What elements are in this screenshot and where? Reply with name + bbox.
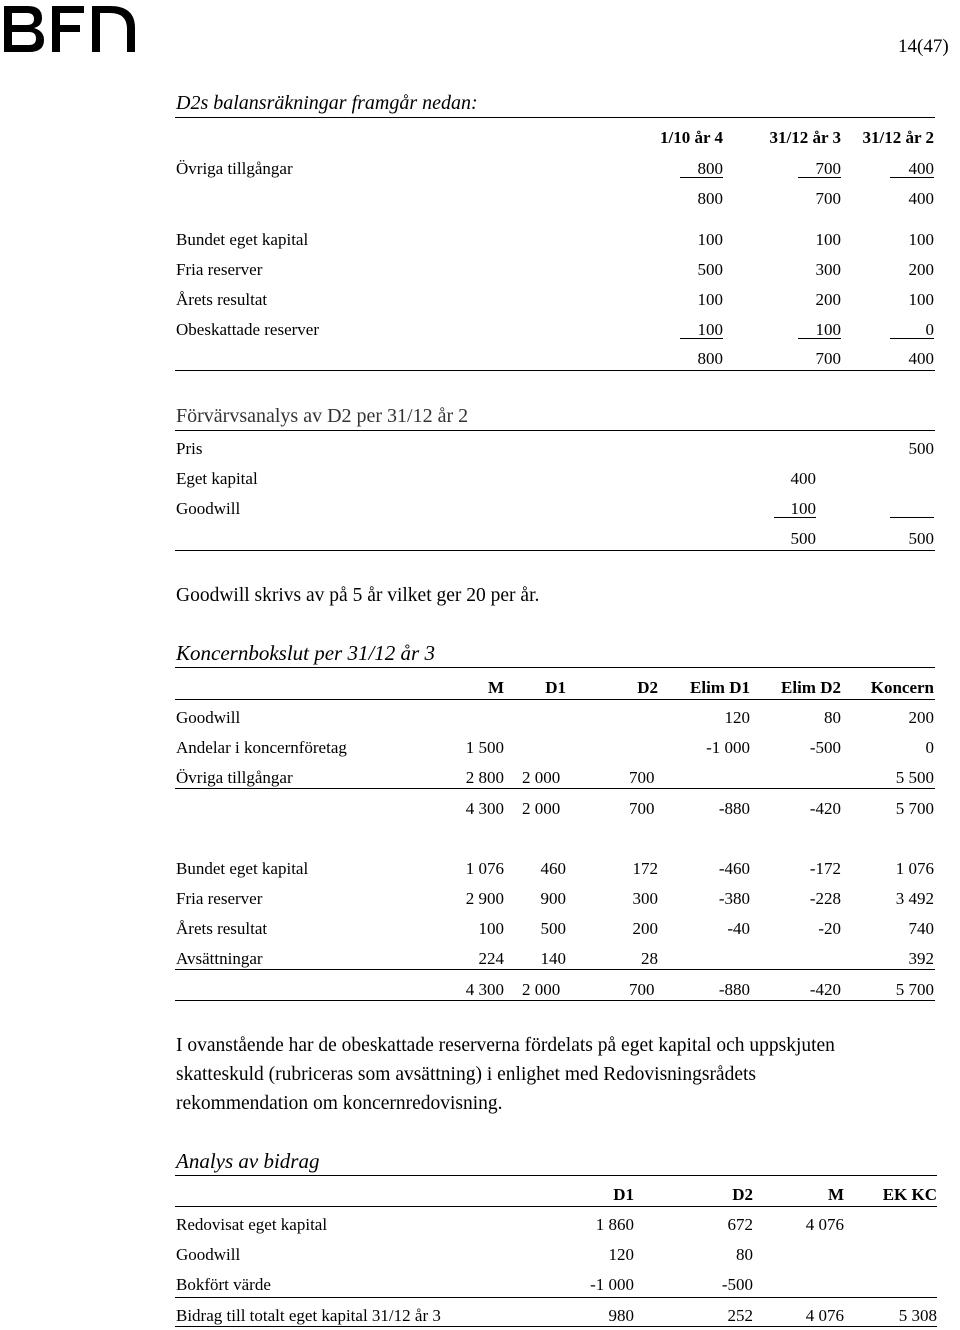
- group-cell: -20: [818, 919, 841, 938]
- contribution-row-label: Redovisat eget kapital: [176, 1215, 328, 1234]
- paragraph-line: skatteskuld (rubriceras som avsättning) i enlighet med Redovisningsrådets: [176, 1064, 757, 1085]
- acquisition-inner: 100: [790, 499, 816, 518]
- group-row-label: Fria reserver: [176, 889, 263, 908]
- divider: [175, 370, 935, 371]
- contribution-cell: -1 000: [590, 1275, 634, 1294]
- balance-total: 700: [815, 189, 841, 208]
- balance-cell: 700: [815, 159, 841, 178]
- group-title: Koncernbokslut per 31/12 år 3: [176, 641, 435, 665]
- group-total: 4 300: [465, 799, 504, 818]
- contribution-row-label: Goodwill: [176, 1245, 241, 1264]
- contribution-total-label: Bidrag till totalt eget kapital 31/12 år 3: [176, 1306, 441, 1325]
- group-total: 5 700: [895, 799, 934, 818]
- group-col-header: Elim D1: [690, 678, 750, 697]
- group-cell: 460: [540, 859, 566, 878]
- divider: [175, 1297, 937, 1298]
- divider: [175, 788, 935, 789]
- group-row-label: Goodwill: [176, 708, 241, 727]
- acquisition-row-label: Eget kapital: [176, 469, 258, 488]
- underline: [680, 177, 723, 178]
- underline: [774, 517, 816, 518]
- group-row-label: Årets resultat: [176, 919, 268, 938]
- group-cell: 392: [908, 949, 934, 968]
- group-col-header: M: [487, 678, 504, 697]
- contribution-title: Analys av bidrag: [176, 1149, 320, 1173]
- group-row-label: Övriga tillgångar: [176, 768, 293, 787]
- group-cell: 300: [632, 889, 658, 908]
- contribution-col-header: M: [827, 1185, 844, 1204]
- divider: [175, 117, 935, 118]
- goodwill-note: Goodwill skrivs av på 5 år vilket ger 20 per år.: [176, 585, 540, 606]
- underline: [798, 338, 841, 339]
- balance-total: 800: [697, 349, 723, 368]
- group-row-label: Bundet eget kapital: [176, 859, 309, 878]
- group-cell: 80: [824, 708, 841, 727]
- group-total: 2 000: [522, 799, 561, 818]
- contribution-total: 252: [727, 1306, 753, 1325]
- balance-col-header: 31/12 år 2: [862, 128, 934, 147]
- group-cell: 28: [641, 949, 658, 968]
- divider: [175, 1326, 937, 1327]
- divider: [175, 550, 935, 551]
- acquisition-row-label: Pris: [176, 439, 203, 458]
- group-total: -880: [718, 799, 750, 818]
- page-number: 14(47): [898, 36, 949, 57]
- group-total: -880: [718, 980, 750, 999]
- bfn-logo: [0, 0, 140, 58]
- group-col-header: Koncern: [870, 678, 934, 697]
- balance-total: 700: [815, 349, 841, 368]
- underline: [890, 338, 934, 339]
- contribution-total: 5 308: [898, 1306, 937, 1325]
- balance-row-label: Fria reserver: [176, 260, 263, 279]
- divider: [175, 969, 935, 970]
- balance-row-label: Övriga tillgångar: [176, 159, 293, 178]
- contribution-cell: 672: [727, 1215, 753, 1234]
- group-cell: -460: [718, 859, 750, 878]
- group-cell: 0: [925, 738, 934, 757]
- group-row-label: Andelar i koncernföretag: [176, 738, 347, 757]
- group-total: 700: [629, 799, 655, 818]
- contribution-col-header: D2: [732, 1185, 753, 1204]
- divider: [175, 1175, 937, 1176]
- balance-cell: 100: [815, 230, 841, 249]
- balance-cell: 200: [908, 260, 934, 279]
- group-total: -420: [809, 980, 841, 999]
- underline: [798, 177, 841, 178]
- contribution-total: 4 076: [805, 1306, 844, 1325]
- balance-title: D2s balansräkningar framgår nedan:: [176, 92, 478, 114]
- paragraph-line: rekommendation om koncernredovisning.: [176, 1093, 503, 1114]
- underline: [680, 338, 723, 339]
- underline: [890, 177, 934, 178]
- group-row-label: Avsättningar: [176, 949, 263, 968]
- group-cell: -228: [809, 889, 841, 908]
- balance-cell: 300: [815, 260, 841, 279]
- group-cell: 1 076: [895, 859, 934, 878]
- divider: [175, 430, 935, 431]
- balance-row-label: Årets resultat: [176, 290, 268, 309]
- balance-cell: 100: [908, 290, 934, 309]
- group-cell: 100: [478, 919, 504, 938]
- balance-cell: 100: [908, 230, 934, 249]
- balance-cell: 100: [697, 290, 723, 309]
- group-cell: 200: [908, 708, 934, 727]
- group-total: 2 000: [522, 980, 561, 999]
- contribution-cell: 4 076: [805, 1215, 844, 1234]
- group-cell: 2 800: [465, 768, 504, 787]
- group-cell: 500: [540, 919, 566, 938]
- balance-cell: 100: [815, 320, 841, 339]
- group-cell: 2 900: [465, 889, 504, 908]
- group-cell: 1 076: [465, 859, 504, 878]
- group-cell: 200: [632, 919, 658, 938]
- balance-cell: 100: [697, 320, 723, 339]
- balance-total: 400: [908, 189, 934, 208]
- group-cell: -172: [809, 859, 841, 878]
- divider: [175, 1206, 937, 1207]
- balance-row-label: Obeskattade reserver: [176, 320, 320, 339]
- group-col-header: Elim D2: [781, 678, 841, 697]
- group-cell: 3 492: [895, 889, 934, 908]
- balance-cell: 400: [908, 159, 934, 178]
- group-total: -420: [809, 799, 841, 818]
- balance-cell: 800: [697, 159, 723, 178]
- contribution-col-header: EK KC: [882, 1185, 937, 1204]
- group-cell: -500: [809, 738, 841, 757]
- group-col-header: D2: [637, 678, 658, 697]
- divider: [175, 1000, 935, 1001]
- contribution-total: 980: [608, 1306, 634, 1325]
- balance-total: 400: [908, 349, 934, 368]
- group-cell: 1 500: [465, 738, 504, 757]
- balance-row-label: Bundet eget kapital: [176, 230, 309, 249]
- group-cell: -380: [718, 889, 750, 908]
- group-cell: 740: [908, 919, 934, 938]
- group-cell: 224: [478, 949, 504, 968]
- balance-cell: 200: [815, 290, 841, 309]
- acquisition-total: 500: [908, 529, 934, 548]
- group-total: 5 700: [895, 980, 934, 999]
- group-total: 4 300: [465, 980, 504, 999]
- contribution-col-header: D1: [613, 1185, 634, 1204]
- contribution-cell: 120: [608, 1245, 634, 1264]
- contribution-cell: -500: [721, 1275, 753, 1294]
- balance-col-header: 31/12 år 3: [769, 128, 841, 147]
- group-cell: 700: [629, 768, 655, 787]
- group-cell: 900: [540, 889, 566, 908]
- group-cell: 2 000: [522, 768, 561, 787]
- group-cell: 120: [724, 708, 750, 727]
- acquisition-outer: 500: [908, 439, 934, 458]
- group-cell: 172: [632, 859, 658, 878]
- divider: [175, 699, 935, 700]
- balance-total: 800: [697, 189, 723, 208]
- underline: [890, 517, 934, 518]
- contribution-cell: 80: [736, 1245, 753, 1264]
- group-cell: -1 000: [706, 738, 750, 757]
- acquisition-title: Förvärvsanalys av D2 per 31/12 år 2: [176, 405, 469, 427]
- group-cell: -40: [727, 919, 750, 938]
- balance-cell: 500: [697, 260, 723, 279]
- contribution-cell: 1 860: [595, 1215, 634, 1234]
- balance-col-header: 1/10 år 4: [660, 128, 723, 147]
- acquisition-row-label: Goodwill: [176, 499, 241, 518]
- contribution-row-label: Bokfört värde: [176, 1275, 271, 1294]
- divider: [175, 667, 935, 668]
- paragraph-line: I ovanstående har de obeskattade reserverna fördelats på eget kapital och uppskjuten: [176, 1035, 835, 1056]
- group-col-header: D1: [545, 678, 566, 697]
- acquisition-total: 500: [790, 529, 816, 548]
- acquisition-inner: 400: [790, 469, 816, 488]
- group-cell: 140: [540, 949, 566, 968]
- balance-cell: 100: [697, 230, 723, 249]
- group-total: 700: [629, 980, 655, 999]
- balance-cell: 0: [925, 320, 934, 339]
- group-cell: 5 500: [895, 768, 934, 787]
